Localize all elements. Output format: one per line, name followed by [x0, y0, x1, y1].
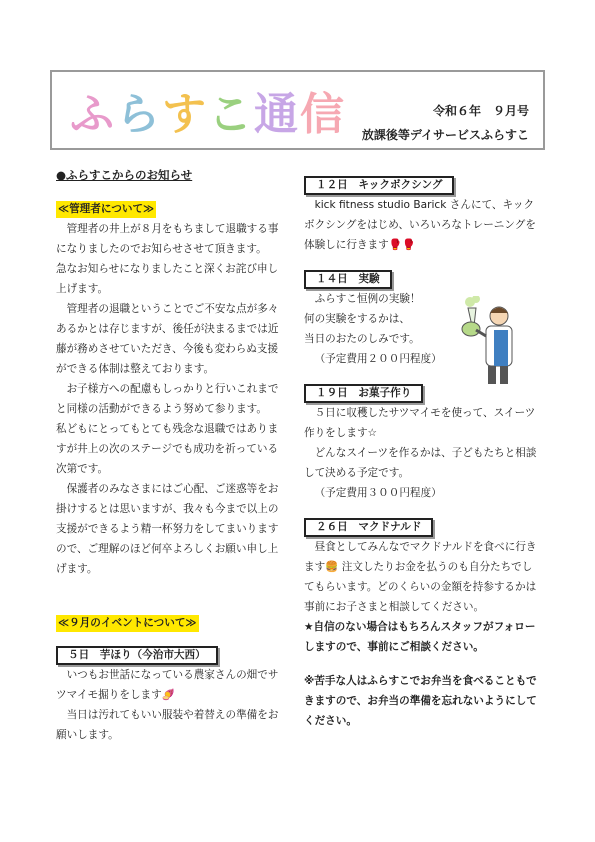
event-title-19: １９日 お菓子作り	[304, 384, 423, 403]
event-title-5: ５日 芋ほり（今治市大西）	[56, 646, 218, 665]
event-title-12: １２日 キックボクシング	[304, 176, 454, 195]
right-column	[304, 175, 542, 731]
event-title-14: １４日 実験	[304, 270, 392, 289]
event-title-26: ２６日 マクドナルド	[304, 518, 433, 537]
title-char: す	[162, 89, 208, 140]
manager-heading: ≪管理者について≫	[56, 201, 156, 218]
newsletter-header	[50, 70, 545, 150]
text-line: 何の実験をするかは、	[304, 313, 410, 325]
cost-note: （予定費用３００円程度）	[314, 487, 442, 499]
title-char: ら	[116, 89, 162, 140]
paragraph: 保護者のみなさまにはご心配、ご迷惑等をお掛けするとは思いますが、我々も今まで以上の支援ができるよう精一杯努力をしてまいりますので、ご理解のほど何卒よろしくお願い申し上げます。	[56, 483, 279, 575]
left-column	[56, 165, 288, 745]
organization-name: 放課後等デイサービスふらすこ	[361, 128, 529, 142]
title-char: 信	[300, 89, 346, 140]
text-line: ふらすこ恒例の実験！	[314, 293, 421, 305]
newsletter-title	[70, 78, 346, 142]
scientist-illustration	[454, 296, 524, 386]
note: ※苦手な人はふらすこでお弁当を食べることもできますので、お弁当の準備を忘れないようにしてください。	[304, 675, 537, 727]
paragraph: 管理者の退職ということでご不安な点が多々あるかとは存じますが、後任が決まるまでは近藤が務めさせていただき、今後も変わらぬ支援ができる体制は整えております。	[56, 303, 279, 375]
paragraph: いつもお世話になっている農家さんの畑でサツマイモ掘りをします🍠	[56, 669, 279, 701]
paragraph: kick fitness studio Barick さんにて、キックボクシングをはじめ、いろいろなトレーニングを体験しに行きます🥊🥊	[304, 199, 536, 251]
paragraph: どんなスイーツを作るかは、子どもたちと相談して決める予定です。	[304, 447, 537, 479]
title-char: 通	[254, 89, 300, 140]
title-char: ふ	[70, 89, 116, 140]
paragraph: 管理者の井上が８月をもちまして退職する事になりましたのでお知らせさせて頂きます。	[56, 223, 279, 255]
text-line: 当日のおたのしみです。	[304, 333, 420, 345]
events-heading: ≪９月のイベントについて≫	[56, 615, 199, 632]
issue-date: 令和６年 ９月号	[432, 104, 529, 118]
paragraph: 当日は汚れてもいい服装や着替えの準備をお願いします。	[56, 709, 279, 741]
paragraph: ★自信のない場合はもちろんスタッフがフォローしますので、事前にご相談ください。	[304, 621, 536, 653]
paragraph: 私どもにとってもとても残念な退職ではありますが井上の次のステージでも成功を祈っている次第です。	[56, 423, 279, 475]
paragraph: 急なお知らせになりましたこと深くお詫び申し上げます。	[56, 263, 279, 295]
paragraph: ５日に収穫したサツマイモを使って、スイーツ作りをします☆	[304, 407, 536, 439]
paragraph: お子様方への配慮もしっかりと行いこれまでと同様の活動ができるよう努めて参ります。	[56, 383, 279, 415]
notice-heading: ●ふらすこからのお知らせ	[56, 168, 193, 182]
paragraph: 昼食としてみんなでマクドナルドを食べに行きます🍔 注文したりお金を払うのも自分たちでしてもらいます。どのくらいの金額を持参するかは事前にお子さまと相談してください。	[304, 541, 537, 613]
cost-note: （予定費用２００円程度）	[314, 353, 442, 365]
title-char: こ	[208, 89, 254, 140]
